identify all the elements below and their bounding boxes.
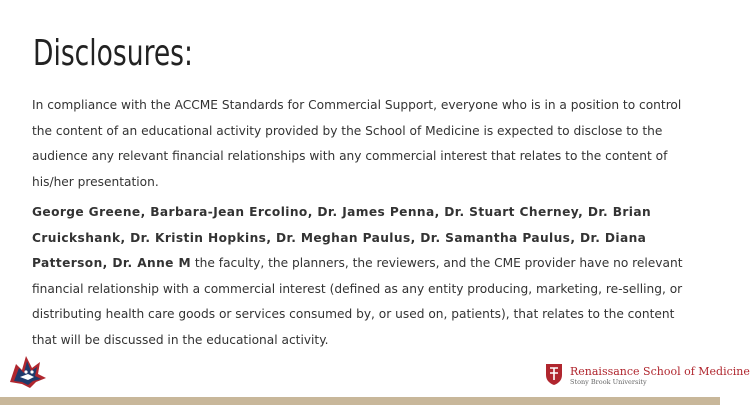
- footer-bar: [0, 397, 720, 405]
- disclosure-paragraph: [32, 200, 696, 353]
- slide-title: Disclosures:: [33, 33, 193, 74]
- school-crest-icon: [544, 362, 564, 386]
- slide-body: [32, 93, 696, 358]
- faculty-names: George Greene, Barbara-Jean Ercolino, Dr. James Penna, Dr. Stuart Cherney, Dr. Brian Cruickshank, Dr. Kristin Hopkins, Dr. Meghan Paulus, Dr. Samantha Paulus, Dr. Diana Patterson, Dr. Anne M: [32, 205, 652, 270]
- school-name: Renaissance School of Medicine: [570, 365, 750, 378]
- university-name: Stony Brook University: [570, 378, 647, 386]
- school-logo: [544, 362, 750, 388]
- compliance-paragraph: In compliance with the ACCME Standards for Commercial Support, everyone who is in a position to control the content of an educational activity provided by the School of Medicine is expected to disclose to the audience any relevant financial relationships with any commercial interest that relates to the content of his/her presentation.: [32, 98, 682, 189]
- disclosure-statement: the faculty, the planners, the reviewers, and the CME provider have no relevant financial relationship with a commercial interest (defined as any entity producing, marketing, re-selling, or distributing health care goods or services consumed by, or used on, patients), that relates to the content that will be discussed in the educational activity.: [32, 256, 683, 347]
- seawolf-mascot-logo: [6, 352, 50, 390]
